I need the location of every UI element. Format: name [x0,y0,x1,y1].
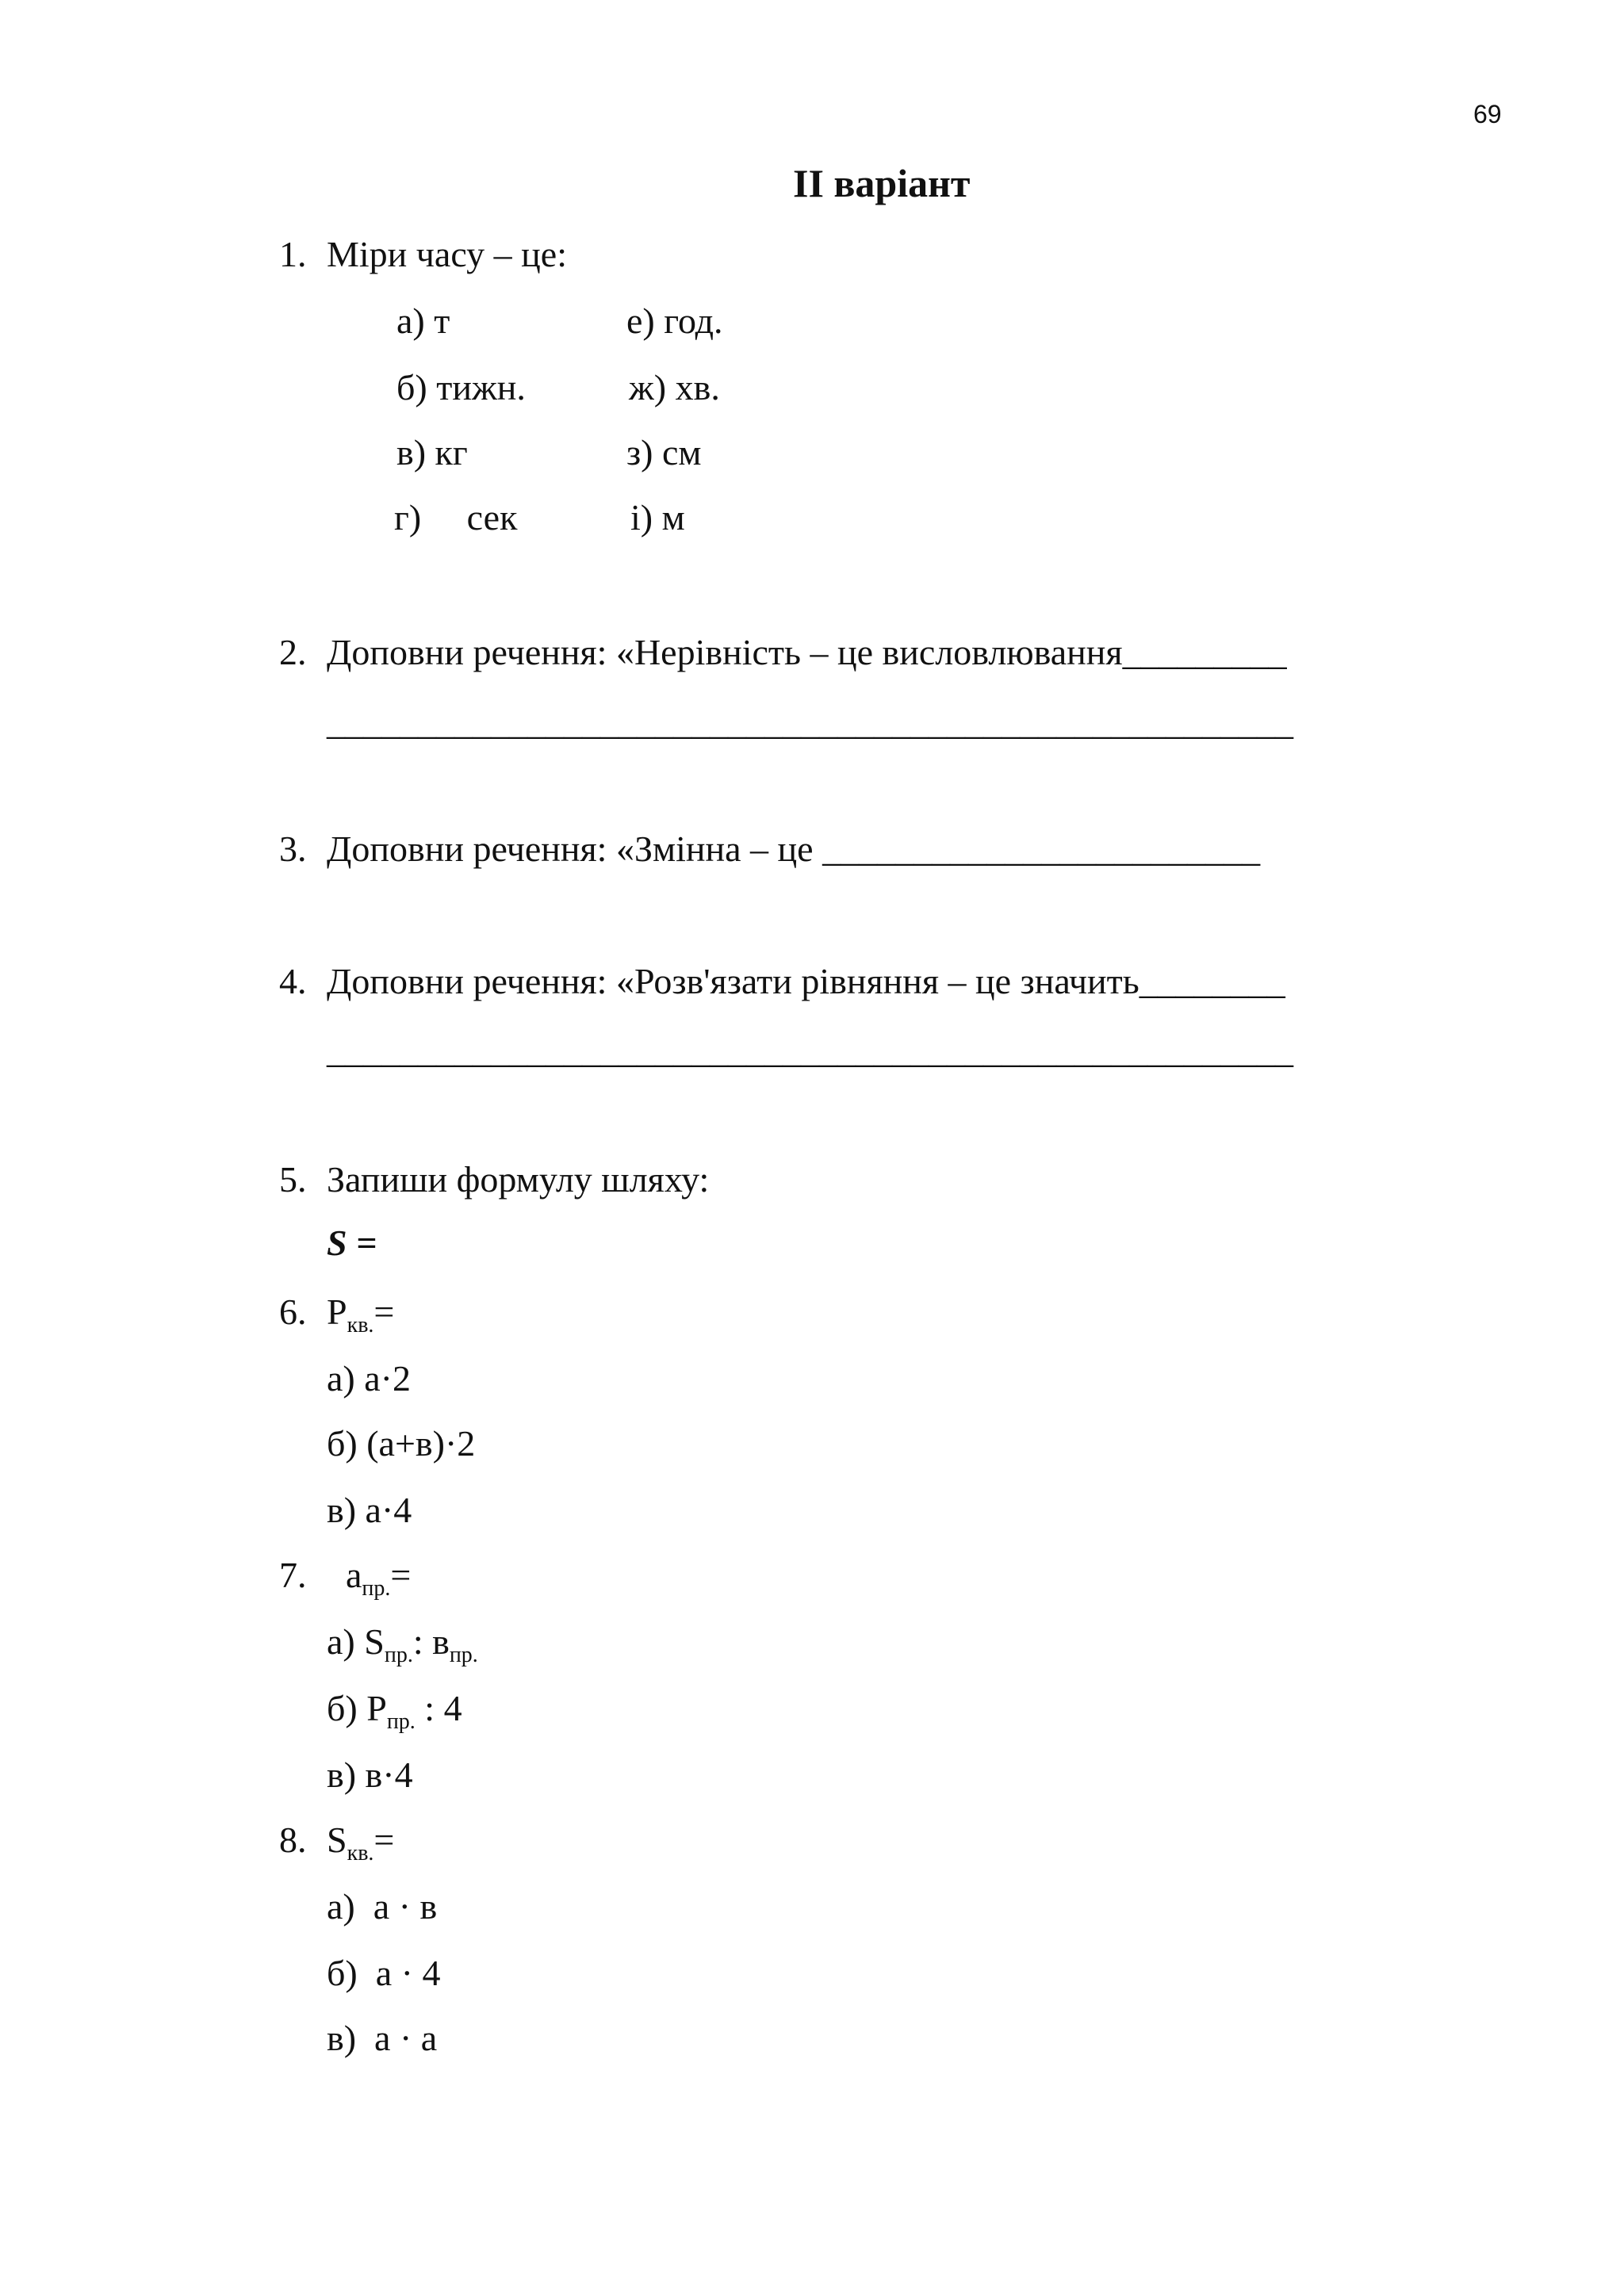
option-b: б) (а+в)·2 [327,1423,476,1464]
option-h: г) сек [394,497,518,538]
equals-sign: = [390,1555,412,1595]
question-number: 1. [279,234,307,274]
question-6 [279,1292,395,1337]
question-5 [279,1161,709,1198]
question-number: 2. [279,632,307,672]
question-text: Доповни речення: «Змінна – це ________________________ [327,828,1261,869]
formula-subscript: кв. [347,1841,374,1866]
option-v: в) а·4 [327,1490,412,1530]
option-b-suffix: : 4 [415,1688,462,1728]
subscript: пр. [386,1709,416,1734]
formula-base: S [327,1820,347,1860]
formula-base: а [346,1555,362,1595]
formula-s: S = [327,1223,377,1263]
option-e: е) год. [626,300,723,341]
option-a-prefix: а) S [327,1621,385,1662]
page-title: II варіант [793,161,971,205]
option-zh: ж) хв. [629,367,720,408]
option-b: б) тижн. [396,367,526,408]
equals-sign: = [373,1820,395,1860]
question-text: Міри часу – це: [327,234,567,274]
option-a: а) а · в [327,1886,438,1927]
equals-sign: = [373,1292,395,1332]
option-i: і) м [630,497,685,538]
option-v: в) а · а [327,2018,438,2058]
option-b: б) а · 4 [327,1953,441,1993]
question-number: 4. [279,961,307,1001]
question-number: 5. [279,1159,307,1200]
question-4 [279,963,1285,1000]
question-1 [279,236,567,273]
answer-line: _____________________________________________________ [327,1030,1293,1070]
question-2 [279,634,1287,671]
question-7 [279,1555,412,1601]
answer-line: _____________________________________________________ [327,702,1293,742]
option-v: в) в·4 [327,1755,413,1795]
option-b-prefix: б) Р [327,1688,387,1728]
question-number: 7. [279,1555,307,1595]
option-v: в) кг [396,432,468,473]
question-number: 6. [279,1292,307,1332]
question-3 [279,828,1261,869]
formula-subscript: кв. [347,1313,374,1337]
option-a: а) а·2 [327,1358,411,1399]
option-a: а) т [396,300,450,341]
subscript: пр. [384,1643,413,1667]
question-8 [279,1820,395,1866]
option-a-middle: : в [412,1621,450,1662]
question-number: 3. [279,828,307,869]
question-text: Доповни речення: «Розв'язати рівняння – це значить________ [327,961,1285,1001]
subscript: пр. [449,1643,478,1667]
question-number: 8. [279,1820,307,1860]
formula-subscript: пр. [362,1576,391,1601]
page-number: 69 [1473,100,1502,128]
option-a [327,1621,478,1667]
formula-base: Р [327,1292,347,1332]
question-text: Доповни речення: «Нерівність – це висловлювання_________ [327,632,1287,672]
question-text: Запиши формулу шляху: [327,1159,710,1200]
option-b [327,1688,462,1734]
option-z: з) см [626,432,702,473]
